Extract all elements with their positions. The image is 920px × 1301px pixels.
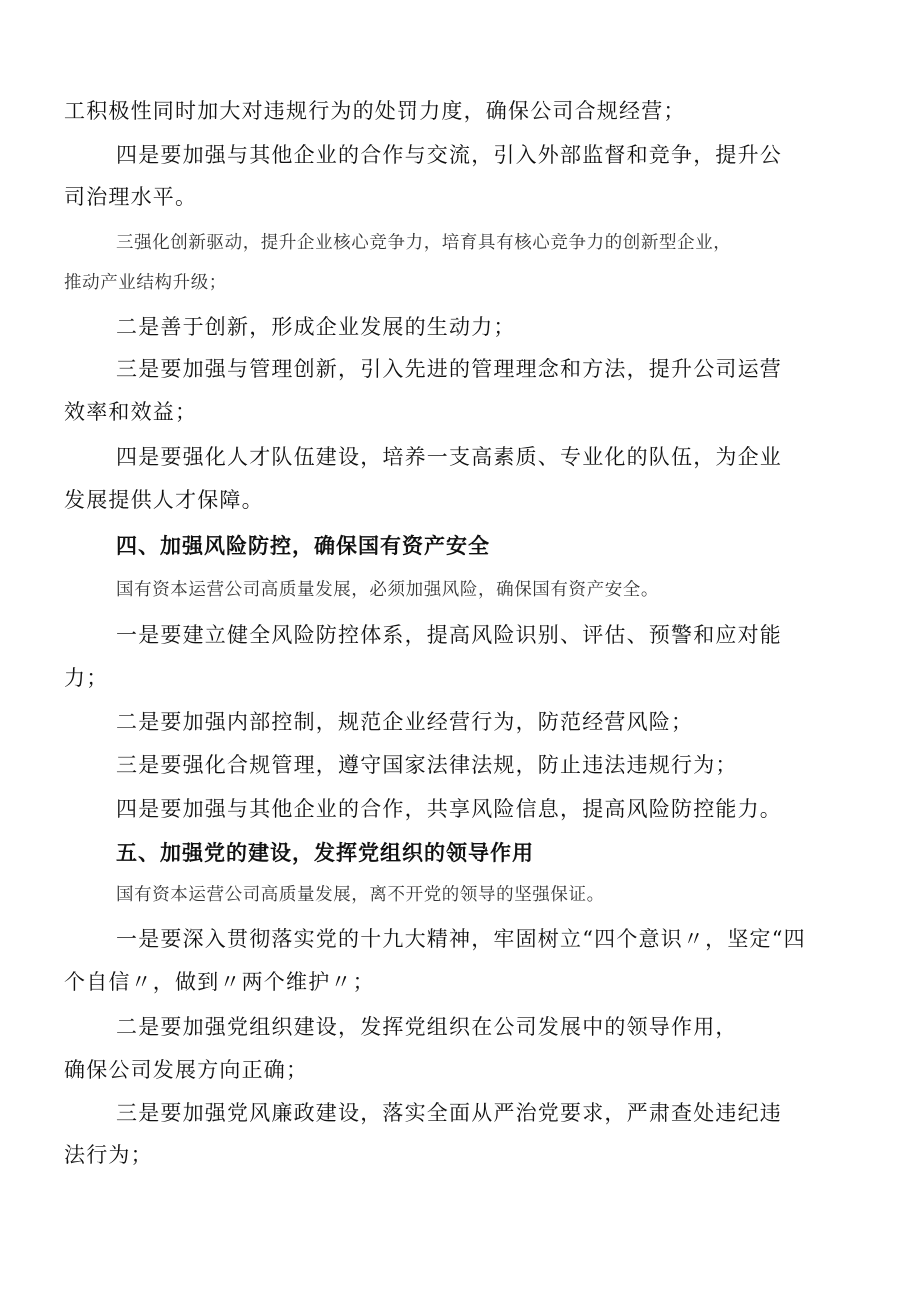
text-line: 四是要强化人才队伍建设，培养一支高素质、专业化的队伍，为企业 — [116, 445, 782, 469]
text-line: 发展提供人才保障。 — [64, 488, 264, 512]
text-line: 二是要加强党组织建设，发挥党组织在公司发展中的领导作用， — [116, 1015, 738, 1039]
text-line: 一是要深入贯彻落实党的十九大精神，牢固树立“四个意识〃，坚定“四 — [116, 927, 806, 951]
text-line: 一是要建立健全风险防控体系，提高风险识别、评估、预警和应对能 — [116, 623, 782, 647]
text-line: 三是要加强党风廉政建设，落实全面从严治党要求，严肃查处违纪违 — [116, 1101, 782, 1125]
text-line: 国有资本运营公司高质量发展，离不开党的领导的坚强保证。 — [116, 885, 605, 905]
section-heading: 五、加强党的建设，发挥党组织的领导作用 — [116, 841, 534, 865]
text-line: 二是要加强内部控制，规范企业经营行为，防范经营风险； — [116, 710, 694, 734]
text-line: 效率和效益； — [64, 400, 198, 424]
text-line: 推动产业结构升级； — [64, 273, 227, 293]
text-line: 四是要加强与其他企业的合作与交流，引入外部监督和竞争，提升公 — [116, 143, 782, 167]
text-line: 国有资本运营公司高质量发展，必须加强风险，确保国有资产安全。 — [116, 580, 659, 600]
text-line: 个自信〃，做到〃两个维护〃； — [64, 970, 375, 994]
text-line: 确保公司发展方向正确； — [64, 1058, 309, 1082]
text-line: 三是要强化合规管理，遵守国家法律法规，防止违法违规行为； — [116, 753, 738, 777]
text-line: 三强化创新驱动，提升企业核心竞争力，培育具有核心竞争力的创新型企业， — [116, 233, 732, 253]
section-heading: 四、加强风险防控，确保国有资产安全 — [116, 534, 490, 558]
text-line: 法行为； — [64, 1143, 153, 1167]
text-line: 力； — [64, 666, 109, 690]
text-line: 二是善于创新，形成企业发展的生动力； — [116, 315, 516, 339]
text-line: 三是要加强与管理创新，引入先进的管理理念和方法，提升公司运营 — [116, 357, 782, 381]
text-line: 司治理水平。 — [64, 185, 198, 209]
text-line: 工积极性同时加大对违规行为的处罚力度，确保公司合规经营； — [64, 99, 686, 123]
text-line: 四是要加强与其他企业的合作，共享风险信息，提高风险防控能力。 — [116, 797, 782, 821]
